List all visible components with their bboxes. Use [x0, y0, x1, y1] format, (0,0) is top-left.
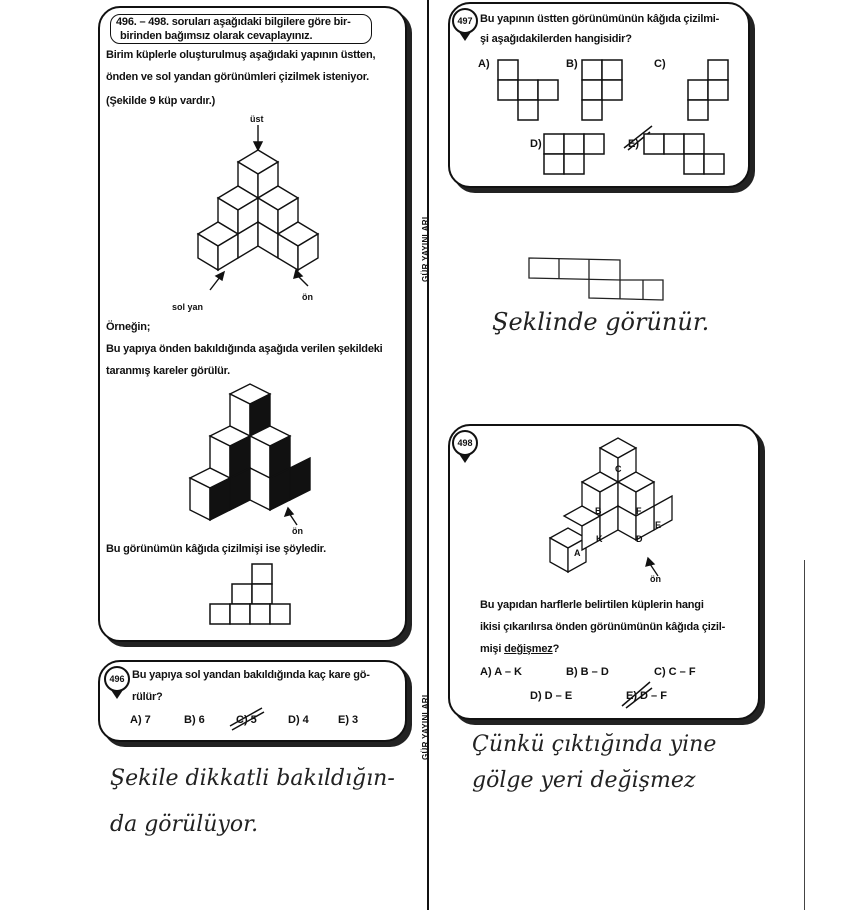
question-498-line3: mişi değişmez?	[480, 643, 560, 655]
label-left-side: sol yan	[172, 302, 204, 312]
label-front: ön	[302, 292, 313, 302]
info-heading-line1: 496. – 498. soruları aşağıdaki bilgilere göre bir-	[116, 16, 351, 28]
q497-option-b-grid[interactable]	[578, 56, 624, 122]
q498-letter-a: A	[574, 548, 581, 558]
q498-letter-c: C	[615, 464, 622, 474]
q498-answer-strike-mark	[620, 678, 654, 710]
handwritten-top-view-sketch	[525, 252, 670, 304]
q498-option-d[interactable]: D) D – E	[530, 690, 573, 702]
q497-label-b[interactable]: B)	[566, 58, 578, 70]
label-top: üst	[250, 114, 264, 124]
q496-option-e[interactable]: E) 3	[338, 714, 359, 726]
q496-option-b[interactable]: B) 6	[184, 714, 205, 726]
intro-line1: Birim küplerle oluşturulmuş aşağıdaki yapının üstten,	[106, 49, 376, 61]
q498-letter-b: B	[595, 506, 602, 516]
drawing-text: Bu görünümün kâğıda çizilmişi ise şöyledir.	[106, 543, 327, 555]
q496-answer-strike-mark	[228, 706, 268, 736]
question-497-line2: şi aşağıdakilerden hangisidir?	[480, 33, 632, 45]
question-496-line2: rülür?	[132, 691, 163, 703]
right-margin-line	[804, 560, 805, 910]
example-title: Örneğin;	[106, 321, 151, 333]
q498-letter-d: D	[636, 534, 643, 544]
question-498-line2: ikisi çıkarılırsa önden görünümünün kâğıda çizil-	[480, 621, 726, 633]
example-line2: taranmış kareler görülür.	[106, 365, 230, 377]
q497-option-d-grid[interactable]	[542, 132, 608, 178]
question-498-number: 498	[452, 430, 478, 456]
example-line1: Bu yapıya önden bakıldığında aşağıda verilen şekildeki	[106, 343, 383, 355]
q496-option-a[interactable]: A) 7	[130, 714, 151, 726]
handwritten-note-496-line2: da görülüyor.	[110, 812, 259, 837]
example-front-label: ön	[292, 526, 303, 536]
q497-option-e-grid[interactable]	[642, 132, 732, 178]
q498-letter-e: E	[655, 520, 662, 530]
question-496-number: 496	[104, 666, 130, 692]
q498-letter-k: K	[596, 534, 603, 544]
side-label-upper: GÜR YAYINLARI	[421, 216, 430, 282]
q497-label-d[interactable]: D)	[530, 138, 542, 150]
side-label-lower: GÜR YAYINLARI	[421, 694, 430, 760]
question-497-panel	[448, 2, 750, 188]
question-496-panel	[98, 660, 407, 742]
q497-option-a-grid-bottom	[490, 56, 562, 126]
q498-front-label: ön	[650, 574, 661, 584]
question-497-line1: Bu yapının üstten görünümünün kâğıda çizilmi-	[480, 13, 720, 25]
q498-letter-f: F	[636, 506, 642, 516]
handwritten-note-498-line2: gölge yeri değişmez	[472, 768, 696, 793]
question-497-number: 497	[452, 8, 478, 34]
q498-option-c[interactable]: C) C – F	[654, 666, 696, 678]
handwritten-note-498-line1: Çünkü çıktığında yine	[472, 732, 717, 757]
q497-label-a[interactable]: A)	[478, 58, 490, 70]
q497-label-c[interactable]: C)	[654, 58, 666, 70]
column-divider	[427, 0, 429, 910]
q496-option-c[interactable]: C) 5	[236, 714, 257, 726]
q498-option-b[interactable]: B) B – D	[566, 666, 609, 678]
question-496-line1: Bu yapıya sol yandan bakıldığında kaç kare gö-	[132, 669, 370, 681]
question-498-panel	[448, 424, 760, 720]
handwritten-note-496-line1: Şekile dikkatli bakıldığın-	[110, 766, 395, 791]
q496-option-d[interactable]: D) 4	[288, 714, 309, 726]
front-view-drawing	[208, 562, 300, 628]
q497-option-c-grid[interactable]	[664, 56, 734, 122]
q498-option-a[interactable]: A) A – K	[480, 666, 522, 678]
cube-note: (Şekilde 9 küp vardır.)	[106, 95, 216, 107]
info-panel	[98, 6, 407, 642]
question-498-line1: Bu yapıdan harflerle belirtilen küplerin hangi	[480, 599, 704, 611]
q497-label-e[interactable]: E)	[628, 138, 639, 150]
intro-line2: önden ve sol yandan görünümleri çizilmek isteniyor.	[106, 71, 370, 83]
q498-cube-structure	[540, 434, 690, 584]
handwritten-note-497: Şeklinde görünür.	[492, 308, 710, 336]
shaded-front-view-diagram	[185, 380, 335, 540]
q498-option-e[interactable]: E) D – F	[626, 690, 667, 702]
info-heading-line2: birinden bağımsız olarak cevaplayınız.	[120, 30, 313, 42]
cube-structure-diagram	[180, 120, 340, 305]
